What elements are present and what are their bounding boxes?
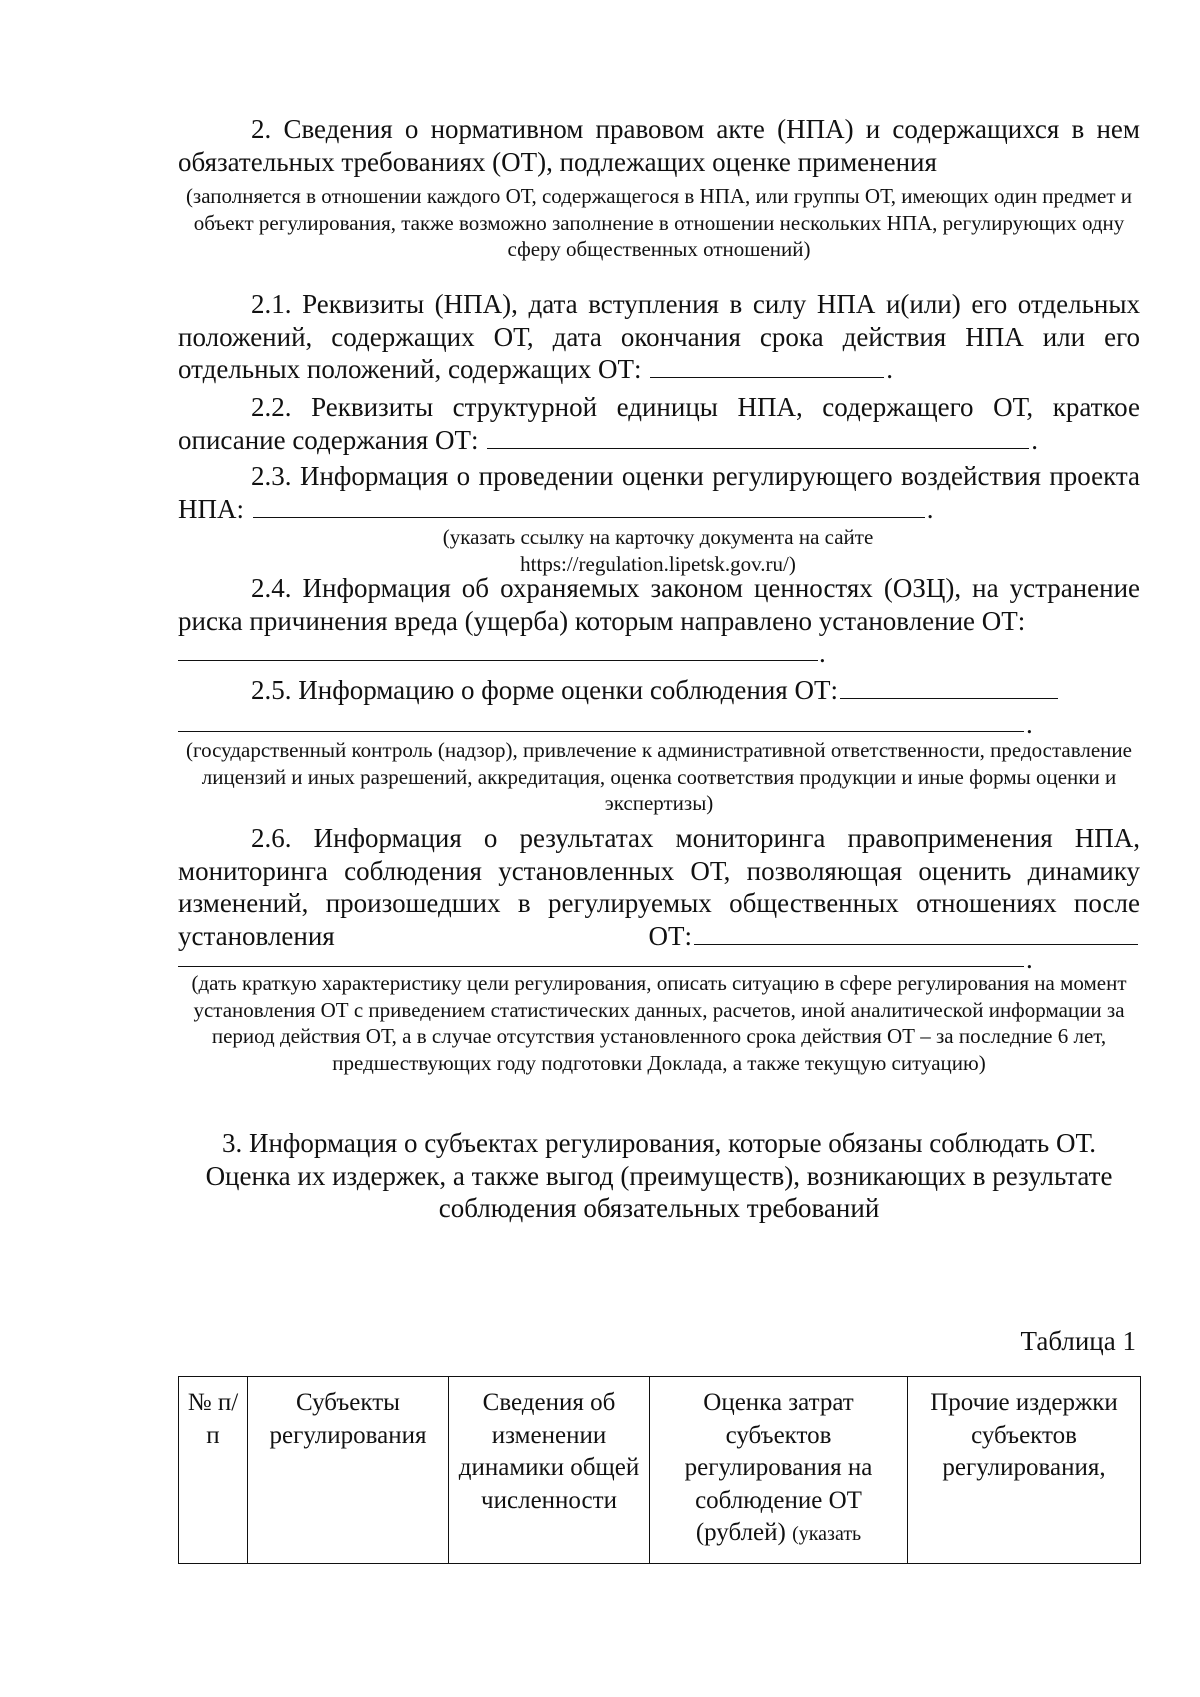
fill-line-2-5a[interactable]: [840, 674, 1058, 699]
document-page: [178, 0, 1140, 1697]
period: .: [1026, 944, 1033, 974]
section-2-note: (заполняется в отношении каждого ОТ, содержащегося в НПА, или группы ОТ, имеющих один предмет и объект регулирования, также возможно заполнение в отношении нескольких НПА, регулирующих одну сферу общественных отношений): [185, 184, 1133, 261]
period: .: [1031, 424, 1038, 455]
period: .: [819, 638, 826, 668]
table-1-label: Таблица 1: [1020, 1326, 1136, 1356]
fill-line-2-1[interactable]: [650, 353, 884, 378]
paragraph-2-1: [178, 288, 1140, 386]
table-header-subjects: Субъекты регулирования: [248, 1377, 449, 1564]
paragraph-2-6-note: (дать краткую характеристику цели регулирования, описать ситуацию в сфере регулирования на момент установления ОТ с приведением статистических данных, расчетов, иной аналитической информации за период действия ОТ, а в случае отсутствия установленного срока действия ОТ – за последние 6 лет, предшествующих году подготовки Доклада, а также текущую ситуацию): [191, 971, 1127, 1075]
paragraph-2-5-note: (государственный контроль (надзор), привлечение к административной ответственности, предоставление лицензий и иных разрешений, аккредитация, оценка соответствия продукции и иные формы оценки и экспертизы): [186, 738, 1132, 815]
table-header-other-costs: Прочие издержки субъектов регулирования,: [908, 1377, 1141, 1564]
table-header-number: № п/п: [179, 1377, 248, 1564]
paragraph-2-3: [178, 460, 1140, 525]
paragraph-2-3-text: 2.3. Информация о проведении оценки регулирующего воздействия проекта НПА:: [178, 461, 1140, 524]
fill-line-2-3[interactable]: [253, 493, 925, 518]
table-header-dynamics: Сведения об изменении динамики общей численности: [449, 1377, 650, 1564]
paragraph-2-3-note: (указать ссылку на карточку документа на сайте https://regulation.lipetsk.gov.ru/): [442, 525, 874, 576]
paragraph-2-5-text: 2.5. Информацию о форме оценки соблюдения ОТ:: [251, 675, 838, 705]
table-header-costs-text: Оценка затрат субъектов регулирования на соблюдение ОТ (рублей): [684, 1389, 873, 1546]
fill-line-2-6a[interactable]: [694, 920, 1138, 945]
section-3-heading: 3. Информация о субъектах регулирования, которые обязаны соблюдать ОТ. Оценка их издержек, а также выгод (преимуществ), возникающих в результате соблюдения обязательных требований: [205, 1128, 1113, 1223]
paragraph-2-4: 2.4. Информация об охраняемых законом ценностях (ОЗЦ), на устранение риска причинения вреда (ущерба) которым направлено установление ОТ:: [178, 573, 1140, 636]
paragraph-2-2-text: 2.2. Реквизиты структурной единицы НПА, содержащего ОТ, краткое описание содержания ОТ:: [178, 392, 1140, 455]
table-header-costs-small: (указать: [792, 1523, 862, 1545]
fill-line-2-4[interactable]: [178, 660, 818, 661]
table-header-row: [179, 1377, 1141, 1564]
paragraph-2-6-text: 2.6. Информация о результатах мониторинга правоприменения НПА, мониторинга соблюдения установленных ОТ, позволяющая оценить динамику изменений, произошедших в регулируемых общественных отношениях после установления ОТ:: [178, 823, 1140, 951]
fill-line-2-6b[interactable]: [178, 966, 1024, 967]
section-2-heading: 2. Сведения о нормативном правовом акте (НПА) и содержащихся в нем обязательных требованиях (ОТ), подлежащих оценке применения: [178, 114, 1140, 177]
period: .: [886, 354, 894, 384]
paragraph-2-2: [178, 391, 1140, 456]
fill-line-2-5b[interactable]: [178, 731, 1024, 732]
paragraph-2-5: [178, 674, 1140, 707]
period: .: [926, 493, 934, 524]
table-header-costs: [650, 1377, 908, 1564]
period: .: [1026, 709, 1033, 739]
paragraph-2-1-text: 2.1. Реквизиты (НПА), дата вступления в силу НПА и(или) его отдельных положений, содержащих ОТ, дата окончания срока действия НПА или его отдельных положений, содержащих ОТ:: [178, 289, 1140, 384]
fill-line-2-2[interactable]: [487, 424, 1029, 449]
table-1: [178, 1376, 1141, 1564]
paragraph-2-6: [178, 822, 1140, 952]
